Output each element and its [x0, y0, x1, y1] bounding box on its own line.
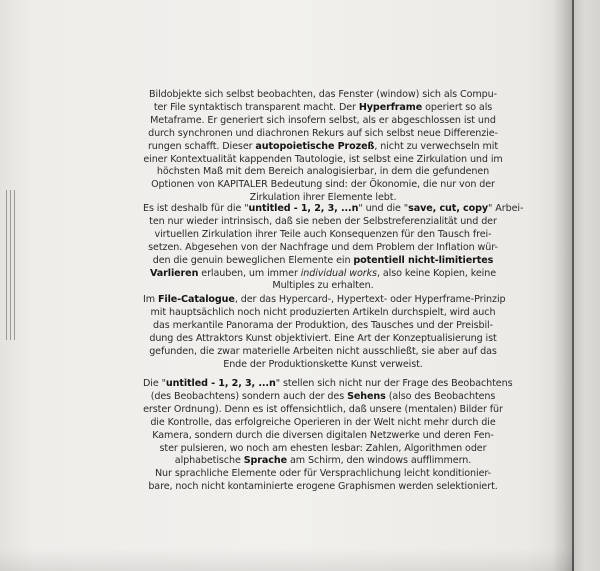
margin-rule-marks — [6, 190, 16, 340]
text-run: rungen schafft. Dieser — [147, 140, 256, 152]
paragraph-1 — [143, 89, 503, 205]
bold-term: potentiell nicht-limitiertes — [353, 254, 494, 266]
text-line — [143, 404, 503, 417]
text-line — [143, 280, 503, 293]
text-run: Bildobjekte sich selbst beobachten, das Fenster (window) sich als Compu- — [149, 89, 497, 100]
text-line — [143, 430, 503, 443]
text-run: , der das Hypercard-, Hypertext- oder Hyperframe-Prinzip — [234, 294, 506, 305]
text-run: Die " — [143, 378, 166, 389]
text-run: Zirkulation ihrer Elemente lebt. — [249, 192, 397, 204]
text-line — [143, 307, 503, 320]
text-run: (des Beobachtens) sondern auch der des — [150, 390, 348, 402]
bold-term: save, cut, copy — [408, 203, 489, 214]
text-run: höchsten Maß mit dem Bereich analogisierbar, in dem die gefundenen — [156, 166, 490, 178]
text-run: am Schirm, den windows aufflimmern. — [287, 455, 472, 467]
text-line — [143, 141, 503, 154]
text-run: gefunden, die zwar materielle Arbeiten nicht ausschließt, sie aber auf das — [149, 345, 497, 357]
bold-term: autopoietische Prozeß — [255, 140, 375, 152]
text-run: Ende der Produktionskette Kunst verweist. — [223, 358, 423, 370]
text-line — [143, 468, 503, 481]
bold-term: Sprache — [243, 455, 288, 467]
text-line — [143, 481, 503, 494]
text-run: operiert so als — [422, 101, 493, 113]
text-run: Es ist deshalb für die " — [143, 203, 249, 214]
text-line — [143, 320, 503, 333]
text-run: , also keine Kopien, keine — [376, 267, 497, 279]
bold-term: Sehens — [347, 390, 386, 402]
bold-term: Varlieren — [149, 267, 199, 279]
text-line — [143, 102, 503, 115]
text-line — [143, 378, 513, 391]
text-line — [143, 391, 503, 404]
text-run: die Kontrolle, das erfolgreiche Operieren in der Welt nicht mehr durch die — [150, 416, 496, 428]
paragraph-4 — [143, 378, 513, 468]
text-run: den die genuin beweglichen Elemente ein — [152, 254, 354, 266]
text-line — [143, 179, 503, 192]
text-line — [143, 154, 503, 167]
text-line — [143, 359, 503, 372]
text-line — [143, 166, 503, 179]
italic-term: individual works — [300, 267, 377, 279]
bold-term: untitled - 1, 2, 3, ...n — [248, 203, 359, 214]
text-line — [143, 268, 503, 281]
bold-term: Hyperframe — [358, 101, 423, 113]
text-run: erlauben, um immer — [198, 267, 301, 279]
text-line — [143, 229, 503, 242]
text-line — [143, 294, 506, 307]
paragraph-3 — [143, 294, 506, 371]
text-line — [143, 417, 503, 430]
text-line — [143, 443, 503, 456]
text-run: Metaframe. Er generiert sich insofern selbst, als er abgeschlossen ist und — [150, 114, 496, 126]
text-run: durch synchronen und diachronen Rekurs auf sich selbst neue Differenzie- — [148, 127, 498, 139]
page-bottom-shadow — [0, 548, 574, 571]
text-run: einer Kontextualität kappenden Tautologie, ist selbst eine Zirkulation und im — [143, 153, 503, 165]
text-run: Multiples zu erhalten. — [272, 280, 374, 292]
text-run: Kamera, sondern durch die diversen digitalen Netzwerke und deren Fen- — [152, 429, 494, 441]
bold-term: File-Catalogue — [157, 294, 235, 305]
text-line — [143, 203, 524, 216]
text-line — [143, 115, 503, 128]
text-run: mit hauptsächlich noch nicht produzierten Artikeln durchspielt, wird auch — [150, 306, 496, 318]
text-run: alphabetische — [174, 455, 244, 467]
text-run: Nur sprachliche Elemente oder für Versprachlichung leicht konditionier- — [154, 468, 491, 479]
paragraph-2 — [143, 203, 524, 293]
text-run: " stellen sich nicht nur der Frage des Beobachtens — [275, 378, 513, 389]
text-run: , nicht zu verwechseln mit — [374, 140, 499, 152]
text-line — [143, 216, 503, 229]
text-run: ster pulsieren, wo noch am ehesten lesbar: Zahlen, Algorithmen oder — [159, 442, 487, 454]
text-run: " Arbei- — [488, 203, 524, 214]
text-run: (also des Beobachtens — [385, 390, 496, 402]
text-line — [143, 346, 503, 359]
bold-term: untitled - 1, 2, 3, ...n — [165, 378, 276, 389]
text-run: das merkantile Panorama der Produktion, des Tausches und der Preisbil- — [153, 319, 493, 331]
text-run: Im — [143, 294, 158, 305]
text-line — [143, 128, 503, 141]
text-run: Optionen von KAPITALER Bedeutung sind: der Ökonomie, die nur von der — [151, 179, 495, 191]
text-run: virtuellen Zirkulation ihrer Teile auch Konsequenzen für den Tausch frei- — [154, 228, 492, 240]
book-gutter-shadow — [552, 0, 574, 571]
text-run: bare, noch nicht kontaminierte erogene Graphismen werden selektioniert. — [148, 480, 498, 492]
next-page-edge — [574, 0, 600, 571]
text-line — [143, 255, 503, 268]
text-run: ter File syntaktisch transparent macht. Der — [153, 101, 359, 113]
text-run: setzen. Abgesehen von der Nachfrage und dem Problem der Inflation wür- — [148, 241, 498, 253]
text-run: " und die " — [358, 203, 409, 214]
text-line — [143, 455, 503, 468]
text-run: erster Ordnung). Denn es ist offensichtlich, daß unsere (mentalen) Bilder für — [143, 403, 503, 415]
text-line — [143, 333, 503, 346]
text-run: dung des Attraktors Kunst objektiviert. Eine Art der Konzeptualisierung ist — [149, 332, 497, 344]
text-line — [143, 242, 503, 255]
text-run: ten nur wieder intrinsisch, daß sie neben der Selbstreferenzialität und der — [149, 215, 497, 227]
paragraph-5 — [143, 468, 503, 494]
text-line — [143, 89, 503, 102]
